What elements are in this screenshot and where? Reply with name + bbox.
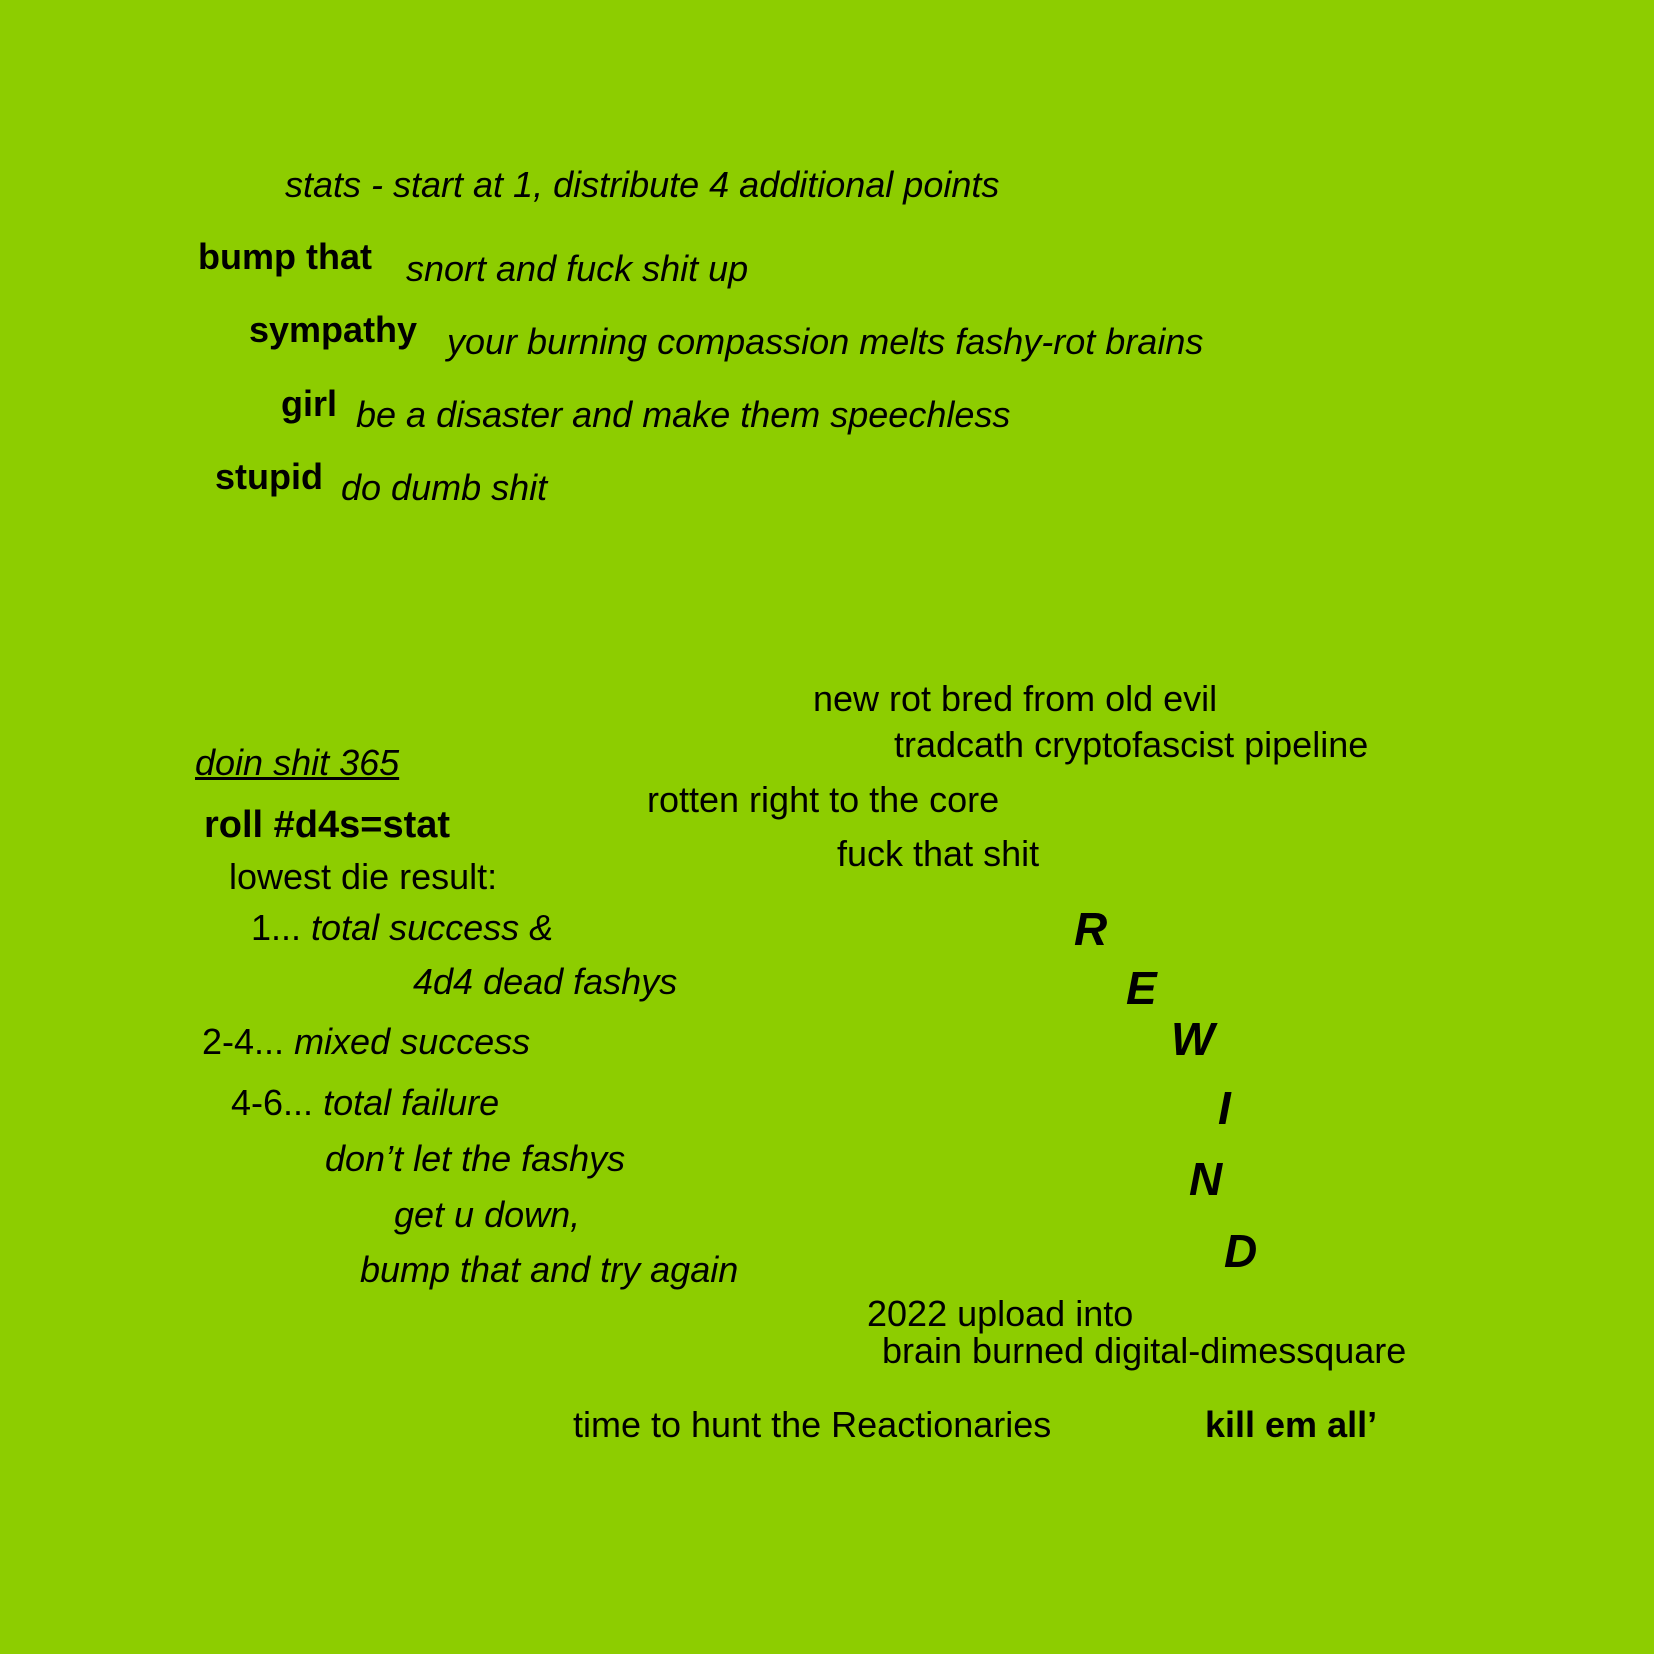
result-1-text: total success & bbox=[311, 907, 554, 948]
stats-header: stats - start at 1, distribute 4 additional points bbox=[285, 164, 1000, 205]
result-1-number: 1... bbox=[251, 907, 302, 948]
result-4-6 bbox=[231, 1082, 500, 1123]
result-4-6-detail-1: don’t let the fashys bbox=[325, 1138, 626, 1179]
lowest-die-label: lowest die result: bbox=[229, 856, 498, 897]
stat-name-sympathy: sympathy bbox=[249, 309, 418, 350]
rules-title: doin shit 365 bbox=[195, 742, 400, 783]
rewind-letter-e: E bbox=[1126, 962, 1157, 1014]
stat-desc-bump-that: snort and fuck shit up bbox=[406, 248, 749, 289]
result-2-4-number: 2-4... bbox=[202, 1021, 285, 1062]
result-1-detail: 4d4 dead fashys bbox=[413, 961, 678, 1002]
result-1 bbox=[251, 907, 554, 948]
upload-line-1: 2022 upload into bbox=[867, 1293, 1134, 1334]
stat-desc-sympathy: your burning compassion melts fashy-rot brains bbox=[447, 321, 1204, 362]
poem-line-rotten: rotten right to the core bbox=[647, 779, 1000, 820]
result-2-4 bbox=[202, 1021, 531, 1062]
rewind-letter-w: W bbox=[1171, 1013, 1215, 1065]
rewind-letter-d: D bbox=[1224, 1225, 1258, 1277]
kill-line: kill em all’ bbox=[1205, 1404, 1378, 1445]
poem-line-fuck-that: fuck that shit bbox=[837, 833, 1040, 874]
poem-line-tradcath: tradcath cryptofascist pipeline bbox=[894, 724, 1369, 765]
stat-desc-stupid: do dumb shit bbox=[341, 467, 548, 508]
hunt-line: time to hunt the Reactionaries bbox=[573, 1404, 1052, 1445]
stat-desc-girl: be a disaster and make them speechless bbox=[356, 394, 1011, 435]
roll-instruction: roll #d4s=stat bbox=[204, 804, 451, 846]
rewind-letter-i: I bbox=[1218, 1082, 1231, 1134]
rewind-letter-n: N bbox=[1189, 1153, 1223, 1205]
result-4-6-detail-2: get u down, bbox=[394, 1194, 581, 1235]
result-2-4-text: mixed success bbox=[294, 1021, 531, 1062]
result-4-6-detail-3: bump that and try again bbox=[360, 1249, 739, 1290]
result-4-6-number: 4-6... bbox=[231, 1082, 314, 1123]
poem-line-new-rot: new rot bred from old evil bbox=[813, 678, 1218, 719]
upload-line-2: brain burned digital-dimessquare bbox=[882, 1330, 1407, 1371]
stat-name-bump-that: bump that bbox=[198, 236, 372, 277]
stat-name-stupid: stupid bbox=[215, 456, 323, 497]
rewind-letter-r: R bbox=[1074, 903, 1108, 955]
stat-name-girl: girl bbox=[281, 383, 338, 424]
result-4-6-text: total failure bbox=[323, 1082, 500, 1123]
